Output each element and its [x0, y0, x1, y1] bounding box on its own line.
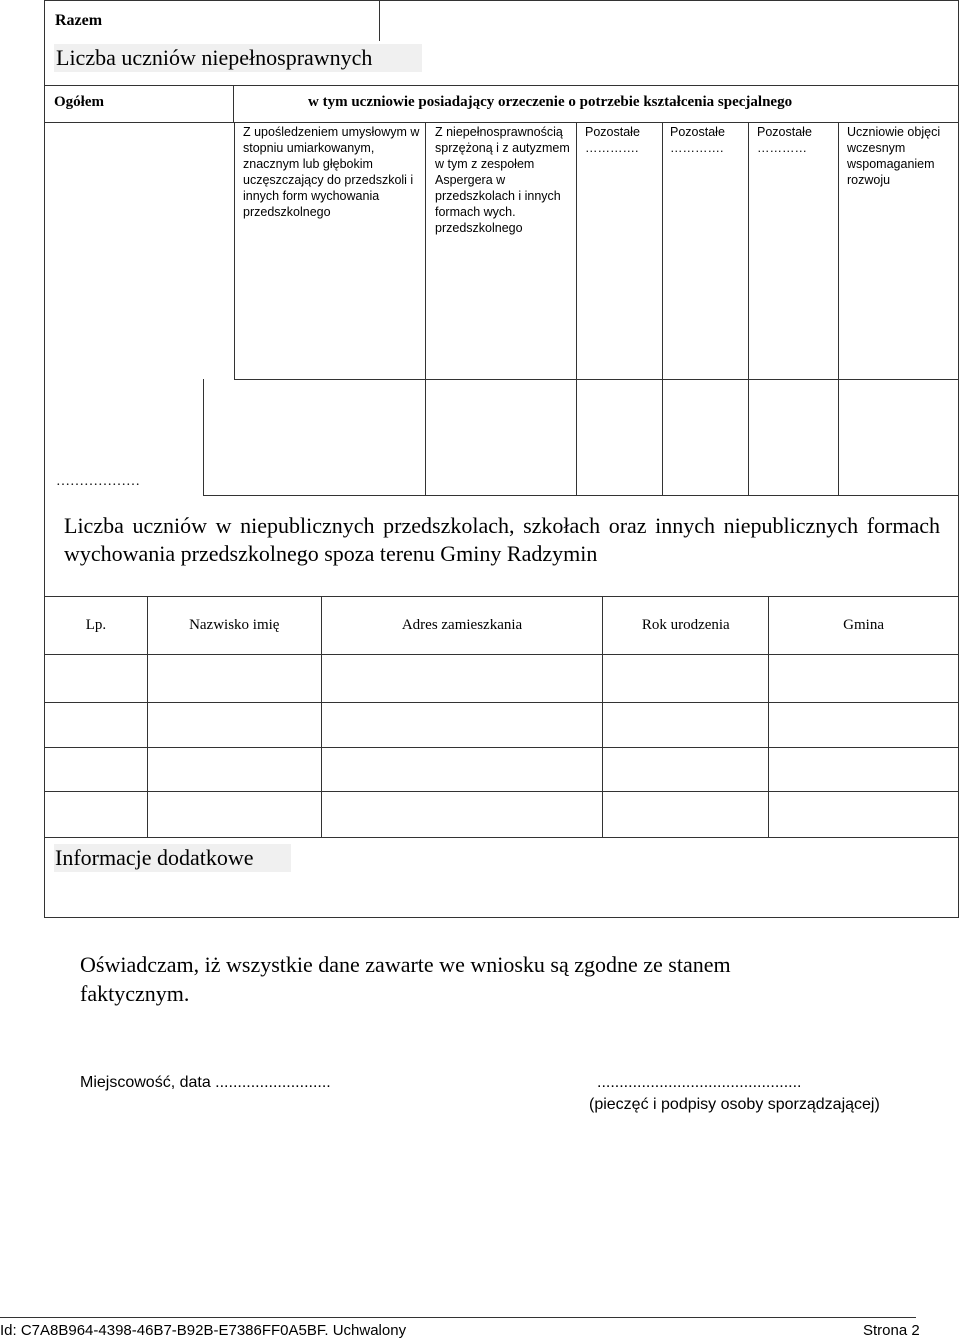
table-cell[interactable] — [147, 748, 321, 792]
table-cell[interactable] — [321, 703, 603, 748]
table-row — [45, 748, 959, 792]
value-row-line — [234, 379, 959, 380]
signature-caption: (pieczęć i podpisy osoby sporządzającej) — [589, 1096, 880, 1113]
table-cell[interactable] — [321, 748, 603, 792]
footer-id: Id: C7A8B964-4398-46B7-B92B-E7386FF0A5BF. Uchwalony — [0, 1322, 407, 1339]
table-cell[interactable] — [603, 792, 769, 838]
non-public-students-table — [44, 596, 959, 838]
col-line-1 — [234, 123, 235, 379]
section-heading-additional-info: Informacje dodatkowe — [54, 844, 291, 872]
column-header-early-support: Uczniowie objęci wczesnym wspomaganiem rozwoju — [847, 125, 941, 187]
table-cell[interactable] — [603, 703, 769, 748]
col-name: Nazwisko imię — [147, 597, 321, 655]
column-header-other-1: Pozostałe …………. — [585, 125, 640, 155]
dots-placeholder: ……………… — [56, 474, 140, 489]
table-row — [45, 703, 959, 748]
table-cell[interactable] — [147, 655, 321, 703]
col-line-4 — [662, 123, 663, 495]
declaration-text: Oświadczam, iż wszystkie dane zawarte we wniosku są zgodne ze stanem faktycznym. — [80, 952, 731, 1006]
footer-rule — [0, 1317, 916, 1318]
section-heading-disabled-students: Liczba uczniów niepełnosprawnych — [54, 44, 422, 72]
table-cell[interactable] — [321, 792, 603, 838]
col-lp: Lp. — [45, 597, 148, 655]
column-header-other-2: Pozostałe …………. — [670, 125, 725, 155]
special-education-header: w tym uczniowie posiadający orzeczenie o potrzebie kształcenia specjalnego — [308, 94, 793, 110]
table-cell[interactable] — [603, 655, 769, 703]
ogolem-label: Ogółem — [54, 94, 104, 110]
table-cell[interactable] — [769, 655, 959, 703]
table-row — [45, 655, 959, 703]
section-heading-non-public: Liczba uczniów w niepublicznych przedszkolach, szkołach oraz innych niepublicznych formach wychowania przedszkolnego spoza terenu Gminy Radzymin — [64, 513, 940, 566]
table-cell[interactable] — [45, 655, 148, 703]
table-cell[interactable] — [45, 703, 148, 748]
table-cell[interactable] — [45, 792, 148, 838]
table-cell[interactable] — [45, 748, 148, 792]
table-cell[interactable] — [147, 792, 321, 838]
table-cell[interactable] — [769, 703, 959, 748]
column-header-intellectual: Z upośledzeniem umysłowym w stopniu umiarkowanym, znacznym lub głębokim uczęszczający do przedszkoli i innych form wychowania przedszkolnego — [243, 125, 420, 219]
table-cell[interactable] — [147, 703, 321, 748]
table-cell[interactable] — [603, 748, 769, 792]
col-address: Adres zamieszkania — [321, 597, 603, 655]
first-col-lower-line — [203, 379, 204, 495]
table-cell[interactable] — [769, 792, 959, 838]
signature-line: .............................................. — [597, 1074, 802, 1091]
column-header-other-3: Pozostałe ………… — [757, 125, 812, 155]
col-birth-year: Rok urodzenia — [603, 597, 769, 655]
column-header-multiple-autism: Z niepełnosprawnością sprzężoną i z autyzmem w tym z zespołem Aspergera w przedszkolach i innych formach wych. przedszkolnego — [435, 125, 570, 235]
place-date-line: Miejscowość, data .......................... — [80, 1074, 331, 1091]
table-row — [45, 792, 959, 838]
col-line-2 — [425, 123, 426, 495]
razem-label: Razem — [55, 12, 103, 29]
col-line-6 — [838, 123, 839, 495]
col-line-5 — [748, 123, 749, 495]
table-cell[interactable] — [769, 748, 959, 792]
footer-page-number: Strona 2 — [863, 1322, 920, 1339]
col-line-3 — [576, 123, 577, 495]
col-gmina: Gmina — [769, 597, 959, 655]
table-cell[interactable] — [321, 655, 603, 703]
